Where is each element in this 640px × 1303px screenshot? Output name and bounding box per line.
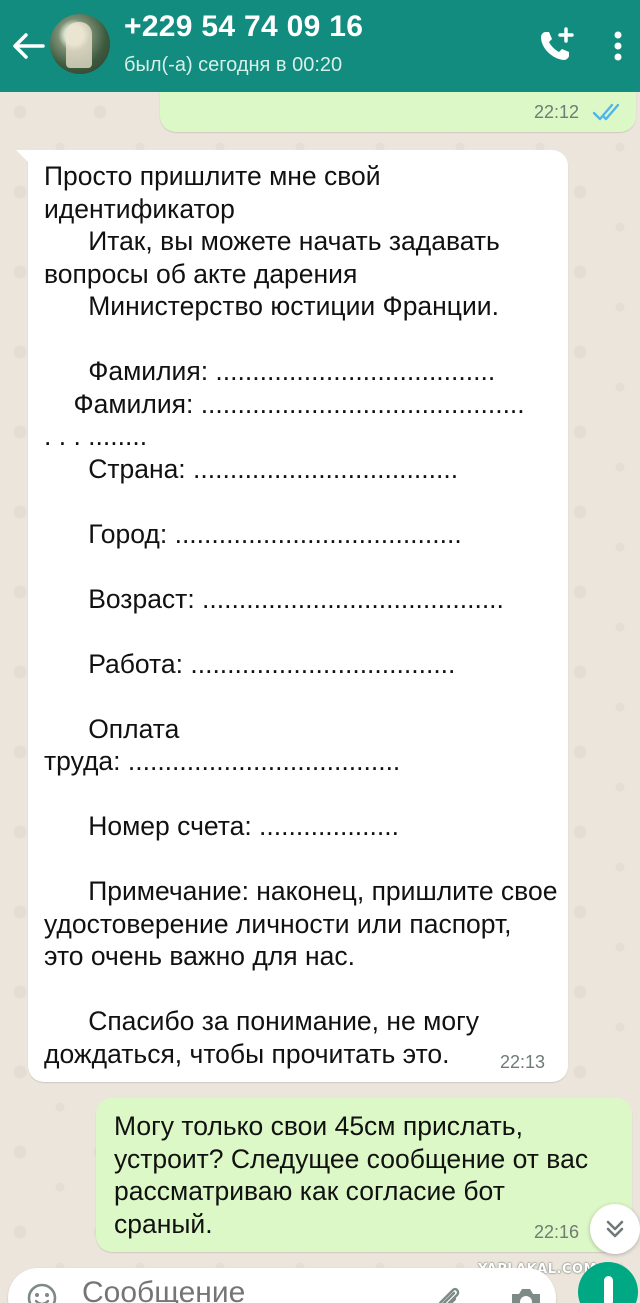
message-composer — [8, 1268, 556, 1303]
read-ticks-icon — [592, 102, 624, 122]
chat-header — [0, 0, 640, 92]
camera-icon[interactable] — [508, 1284, 544, 1303]
emoji-icon[interactable] — [26, 1282, 58, 1303]
back-button[interactable] — [8, 24, 48, 68]
scroll-to-bottom-button[interactable] — [590, 1204, 640, 1254]
contact-name[interactable]: +229 54 74 09 16 — [124, 10, 364, 43]
more-vertical-icon — [614, 31, 622, 61]
message-outgoing[interactable] — [160, 92, 636, 132]
message-text: Могу только свои 45см прислать, устроит? Следущее сообщение от вас рассматриваю как согласие бот сраный. — [114, 1111, 589, 1239]
phone-plus-icon — [536, 26, 576, 66]
contact-status: был(-а) сегодня в 00:20 — [124, 54, 343, 76]
arrow-left-icon — [11, 31, 45, 61]
double-chevron-down-icon — [603, 1217, 627, 1241]
message-incoming[interactable] — [28, 150, 568, 1082]
more-options-button[interactable] — [600, 22, 636, 70]
message-time: 22:13 — [500, 1052, 546, 1072]
add-call-button[interactable] — [532, 22, 580, 70]
message-outgoing-reply[interactable] — [96, 1098, 632, 1252]
message-input[interactable] — [82, 1276, 412, 1303]
message-time: 22:12 — [534, 102, 580, 122]
paperclip-icon[interactable] — [432, 1284, 464, 1303]
avatar[interactable] — [50, 14, 110, 74]
message-text: Просто пришлите мне свой идентификатор Итак, вы можете начать задавать вопросы об акте дарения Министерство юстиции Франции. Фамилия: ...................................... Фамилия: ............................................ . . . ........ Страна: .................................... Город: ....................................... Возраст: ......................................... Работа: .................................... Оплата труда: ..................................... Номер счета: ................... Примечание: наконец, пришлите свое удостоверение личности или паспорт, это очень важно для нас. Спасибо за понимание, не могу дождаться, чтобы прочитать это. — [44, 161, 558, 1069]
message-time: 22:16 — [534, 1222, 580, 1242]
